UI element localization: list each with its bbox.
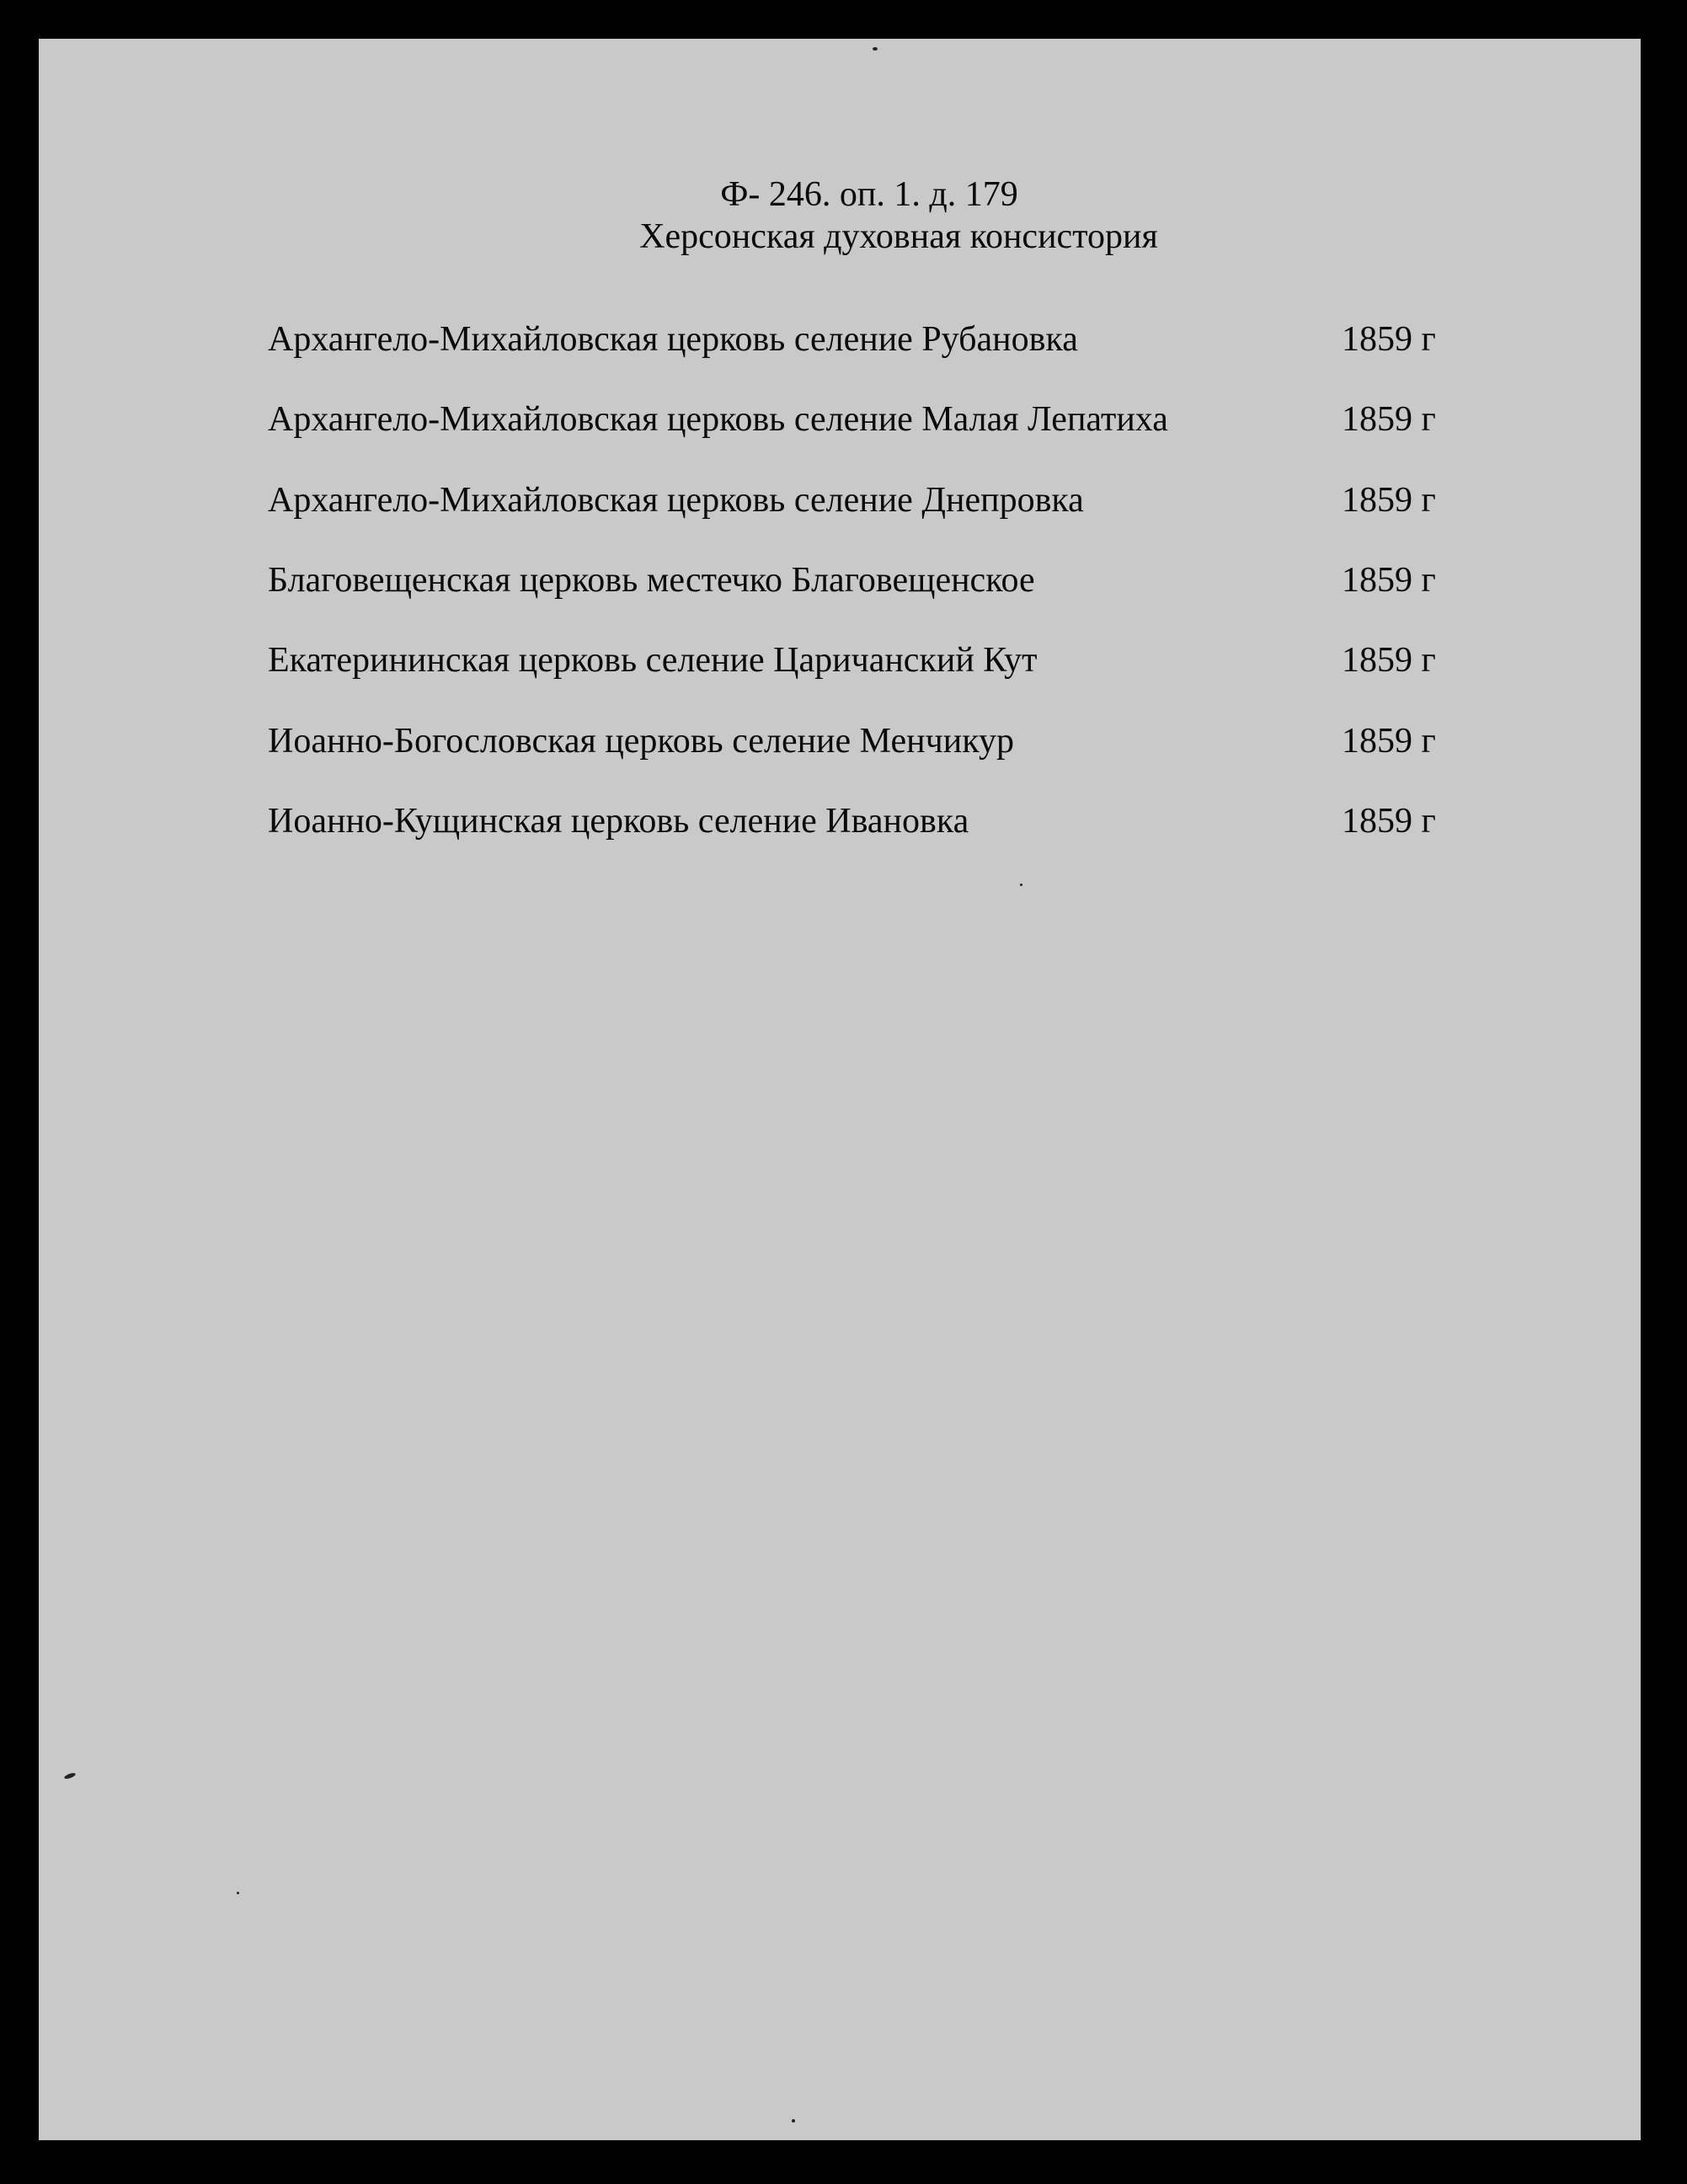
list-item — [268, 720, 1464, 762]
scan-speck — [237, 1892, 239, 1894]
scan-speck — [64, 1772, 77, 1780]
entry-year: 1859 г — [1342, 481, 1436, 520]
church-name: Иоанно-Богословская церковь селение Менчикур — [268, 722, 1014, 761]
entry-year: 1859 г — [1342, 641, 1436, 680]
institution-title: Херсонская духовная консистория — [639, 217, 1158, 256]
entry-year: 1859 г — [1342, 561, 1436, 600]
archive-reference: Ф- 246. оп. 1. д. 179 — [720, 175, 1018, 214]
church-name: Екатерининская церковь селение Царичанский Кут — [268, 641, 1038, 680]
church-name: Иоанно-Кущинская церковь селение Ивановка — [268, 802, 969, 841]
list-item — [268, 479, 1464, 521]
list-item — [268, 398, 1464, 441]
list-item — [268, 318, 1464, 360]
entry-year: 1859 г — [1342, 400, 1436, 439]
entry-year: 1859 г — [1342, 802, 1436, 841]
church-name: Благовещенская церковь местечко Благовещенское — [268, 561, 1035, 600]
list-item — [268, 800, 1464, 842]
entry-year: 1859 г — [1342, 320, 1436, 359]
church-name: Архангело-Михайловская церковь селение Рубановка — [268, 320, 1078, 359]
church-name: Архангело-Михайловская церковь селение Днепровка — [268, 481, 1084, 520]
church-name: Архангело-Михайловская церковь селение Малая Лепатиха — [268, 400, 1168, 439]
entry-year: 1859 г — [1342, 722, 1436, 761]
list-item — [268, 639, 1464, 681]
scan-speck — [1020, 884, 1022, 886]
document-page — [39, 39, 1641, 2140]
list-item — [268, 559, 1464, 601]
scan-speck — [792, 2119, 795, 2123]
scan-speck — [873, 47, 878, 51]
